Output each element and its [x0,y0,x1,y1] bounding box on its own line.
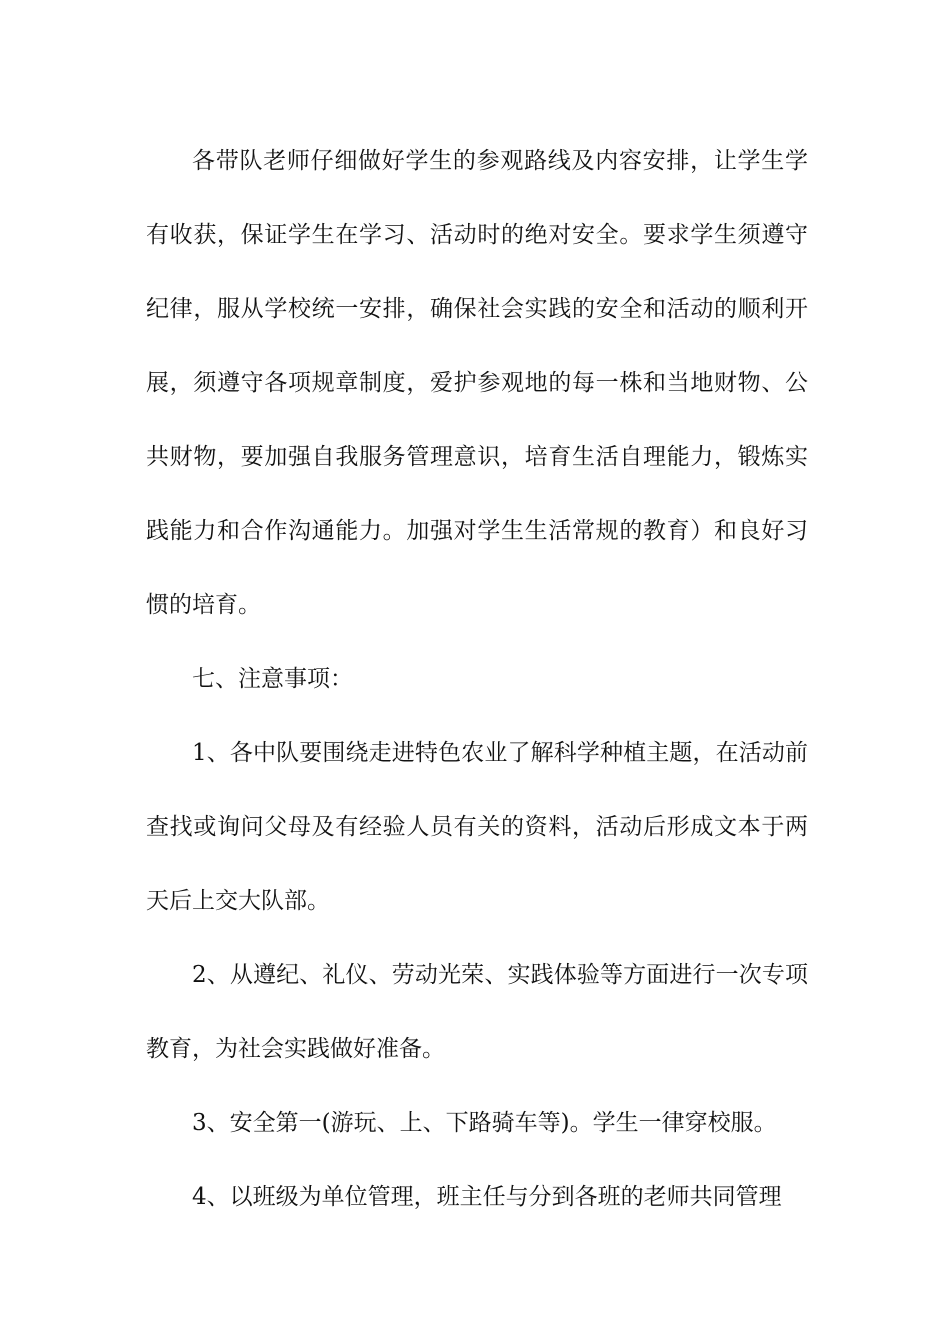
paragraph-note-4: 4、以班级为单位管理，班主任与分到各班的老师共同管理 [192,1184,782,1210]
paragraph-note-1: 1、各中队要围绕走进特色农业了解科学种植主题，在活动前查找或询问父母及有经验人员有关的资料，活动后形成文本于两天后上交大队部。 [146,740,808,914]
paragraph-note-3: 3、安全第一(游玩、上、下路骑车等)。学生一律穿校服。 [192,1110,777,1136]
paragraph-note-2: 2、从遵纪、礼仪、劳动光荣、实践体验等方面进行一次专项教育，为社会实践做好准备。 [146,962,808,1062]
document-body [146,124,808,1234]
paragraph-safety-requirements: 各带队老师仔细做好学生的参观路线及内容安排，让学生学有收获，保证学生在学习、活动时的绝对安全。要求学生须遵守纪律，服从学校统一安排，确保社会实践的安全和活动的顺利开展，须遵守各项规章制度，爱护参观地的每一株和当地财物、公共财物，要加强自我服务管理意识，培育生活自理能力，锻炼实践能力和合作沟通能力。加强对学生生活常规的教育）和良好习惯的培育。 [146,148,808,618]
section-heading-notes: 七、注意事项： [192,666,353,692]
